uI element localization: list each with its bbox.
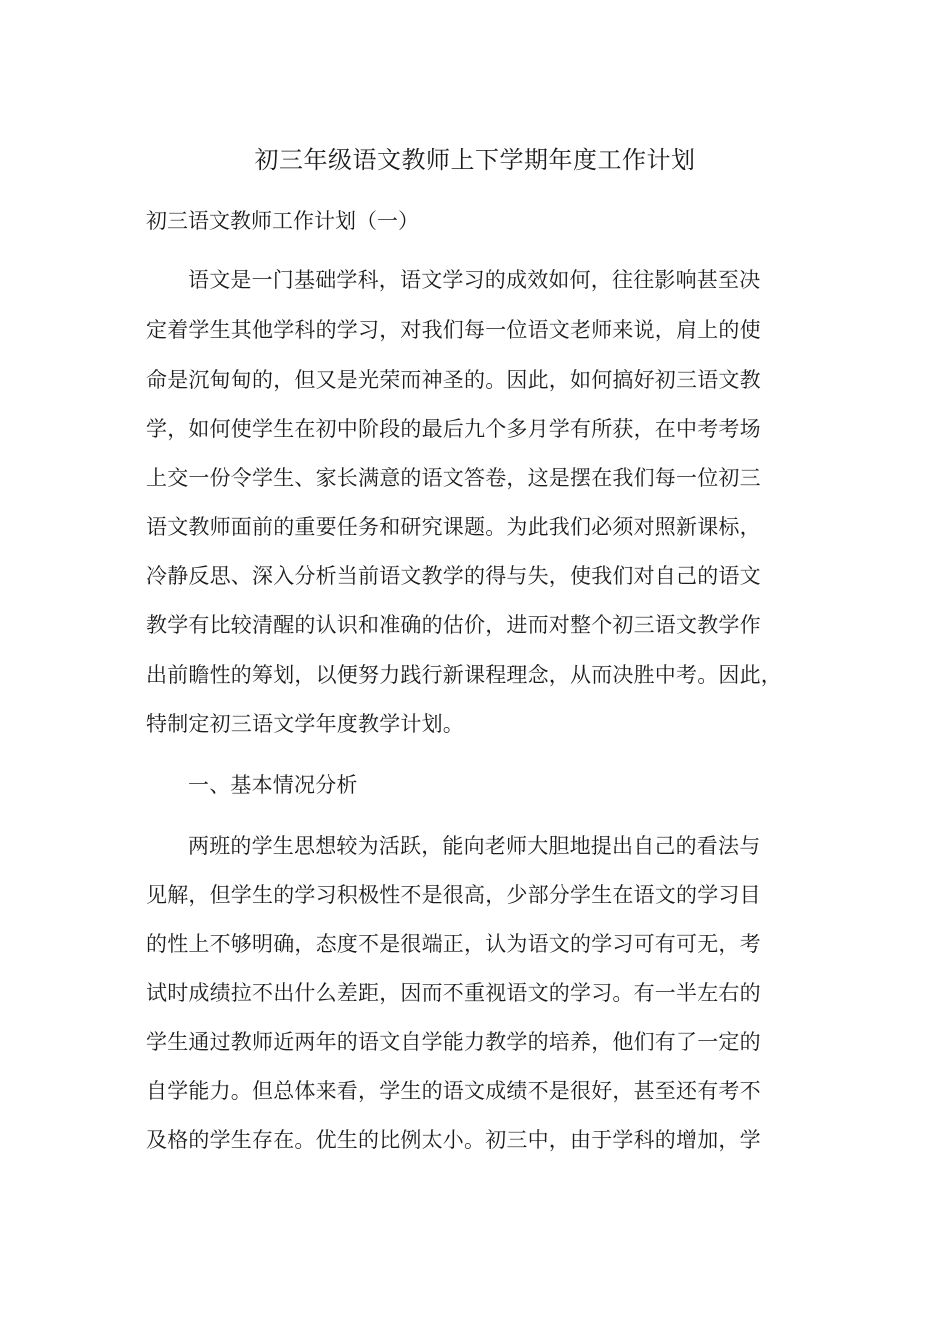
- paragraph-2-line-5: 学生通过教师近两年的语文自学能力教学的培养，他们有了一定的: [146, 1030, 761, 1054]
- paragraph-1-line-7: 冷静反思、深入分析当前语文教学的得与失，使我们对自己的语文: [146, 564, 761, 588]
- document-subtitle: 初三语文教师工作计划（一）: [146, 209, 419, 233]
- paragraph-1-line-6: 语文教师面前的重要任务和研究课题。为此我们必须对照新课标，: [146, 515, 761, 539]
- paragraph-2-line-3: 的性上不够明确，态度不是很端正，认为语文的学习可有可无，考: [146, 932, 761, 956]
- paragraph-2-line-1: 两班的学生思想较为活跃，能向老师大胆地提出自己的看法与: [188, 834, 761, 858]
- paragraph-1-line-1: 语文是一门基础学科，语文学习的成效如何，往往影响甚至决: [188, 268, 761, 292]
- paragraph-1-line-4: 学，如何使学生在初中阶段的最后九个多月学有所获，在中考考场: [146, 417, 761, 441]
- paragraph-1-line-2: 定着学生其他学科的学习，对我们每一位语文老师来说，肩上的使: [146, 318, 761, 342]
- paragraph-1-line-10: 特制定初三语文学年度教学计划。: [146, 712, 464, 736]
- paragraph-2-line-2: 见解，但学生的学习积极性不是很高，少部分学生在语文的学习目: [146, 883, 761, 907]
- paragraph-1-line-8: 教学有比较清醒的认识和准确的估价，进而对整个初三语文教学作: [146, 613, 761, 637]
- document-title: 初三年级语文教师上下学期年度工作计划: [254, 146, 696, 174]
- section-1-heading: 一、基本情况分析: [188, 773, 358, 797]
- paragraph-1-line-9: 出前瞻性的筹划，以便努力践行新课程理念，从而决胜中考。因此，: [146, 663, 782, 687]
- paragraph-1-line-5: 上交一份令学生、家长满意的语文答卷，这是摆在我们每一位初三: [146, 466, 761, 490]
- paragraph-2-line-6: 自学能力。但总体来看，学生的语文成绩不是很好，甚至还有考不: [146, 1079, 761, 1103]
- paragraph-2-line-4: 试时成绩拉不出什么差距，因而不重视语文的学习。有一半左右的: [146, 981, 761, 1005]
- paragraph-1-line-3: 命是沉甸甸的，但又是光荣而神圣的。因此，如何搞好初三语文教: [146, 368, 761, 392]
- paragraph-2-line-7: 及格的学生存在。优生的比例太小。初三中，由于学科的增加，学: [146, 1128, 761, 1152]
